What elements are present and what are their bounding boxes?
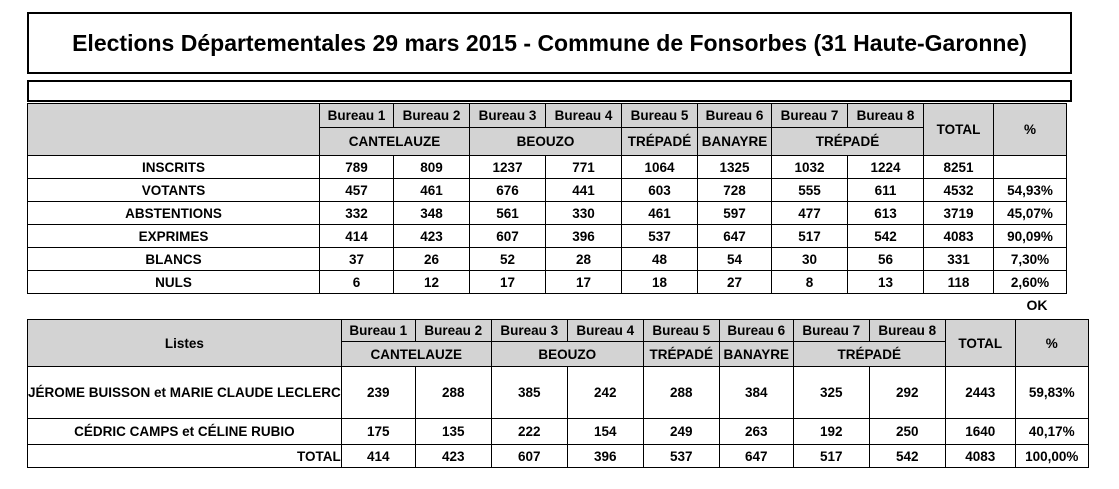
pct-value: 45,07% (994, 202, 1067, 225)
commune-header: TRÉPADÉ (622, 128, 698, 156)
commune-header: BANAYRE (698, 128, 772, 156)
bureau-value: 537 (643, 445, 719, 468)
bureau-value: 461 (394, 179, 470, 202)
bureau-header: Bureau 3 (470, 104, 546, 128)
bureau-value: 517 (793, 445, 869, 468)
total-value: 1640 (945, 419, 1015, 445)
pct-value: 2,60% (994, 271, 1067, 294)
total-value: 4083 (924, 225, 994, 248)
bureau-value: 607 (491, 445, 567, 468)
total-value: 8251 (924, 156, 994, 179)
bureau-value: 242 (567, 367, 643, 419)
total-value: 4083 (945, 445, 1015, 468)
bureau-value: 54 (698, 248, 772, 271)
bureau-value: 12 (394, 271, 470, 294)
bureau-value: 647 (698, 225, 772, 248)
bureau-header: Bureau 6 (719, 320, 793, 342)
bureau-value: 18 (622, 271, 698, 294)
bureau-value: 13 (848, 271, 924, 294)
bureau-value: 37 (320, 248, 394, 271)
bureau-value: 288 (643, 367, 719, 419)
bureau-value: 414 (320, 225, 394, 248)
pct-value: 100,00% (1015, 445, 1088, 468)
commune-header: TRÉPADÉ (793, 342, 945, 367)
commune-header: BEOUZO (491, 342, 643, 367)
bureau-header: Bureau 4 (546, 104, 622, 128)
bureau-value: 8 (772, 271, 848, 294)
pct-value: 59,83% (1015, 367, 1088, 419)
stats-table (27, 103, 1067, 294)
bureau-value: 263 (719, 419, 793, 445)
bureau-value: 613 (848, 202, 924, 225)
bureau-value: 789 (320, 156, 394, 179)
bureau-header: Bureau 4 (567, 320, 643, 342)
bureau-value: 175 (341, 419, 415, 445)
listes-header: Listes (28, 320, 342, 367)
table-row (28, 179, 1067, 202)
table-row (28, 202, 1067, 225)
total-value: 2443 (945, 367, 1015, 419)
row-label: ABSTENTIONS (28, 202, 320, 225)
bureau-value: 6 (320, 271, 394, 294)
row-label: INSCRITS (28, 156, 320, 179)
total-value: 331 (924, 248, 994, 271)
row-label: EXPRIMES (28, 225, 320, 248)
stats-header-empty (28, 104, 320, 156)
bureau-value: 135 (415, 419, 491, 445)
bureau-value: 597 (698, 202, 772, 225)
table-row (28, 225, 1067, 248)
bureau-value: 423 (415, 445, 491, 468)
bureau-value: 603 (622, 179, 698, 202)
row-label: JÉROME BUISSON et MARIE CLAUDE LECLERC (28, 367, 342, 419)
pct-value: 54,93% (994, 179, 1067, 202)
bureau-value: 423 (394, 225, 470, 248)
bureau-header: Bureau 7 (793, 320, 869, 342)
bureau-value: 676 (470, 179, 546, 202)
page-title: Elections Départementales 29 mars 2015 - Commune de Fonsorbes (31 Haute-Garonne) (27, 12, 1072, 74)
pct-value: 7,30% (994, 248, 1067, 271)
bureau-value: 555 (772, 179, 848, 202)
bureau-value: 1325 (698, 156, 772, 179)
bureau-value: 607 (470, 225, 546, 248)
bureau-value: 192 (793, 419, 869, 445)
bureau-header: Bureau 2 (415, 320, 491, 342)
commune-header: BEOUZO (470, 128, 622, 156)
bureau-header: Bureau 1 (320, 104, 394, 128)
total-value: 118 (924, 271, 994, 294)
bureau-header: Bureau 6 (698, 104, 772, 128)
commune-header: TRÉPADÉ (772, 128, 924, 156)
table-row (28, 156, 1067, 179)
bureau-value: 561 (470, 202, 546, 225)
bureau-value: 611 (848, 179, 924, 202)
bureau-value: 647 (719, 445, 793, 468)
bureau-header: Bureau 3 (491, 320, 567, 342)
bureau-value: 239 (341, 367, 415, 419)
total-value: 4532 (924, 179, 994, 202)
bureau-value: 27 (698, 271, 772, 294)
bureau-value: 542 (869, 445, 945, 468)
bureau-value: 1032 (772, 156, 848, 179)
bureau-value: 728 (698, 179, 772, 202)
bureau-header: Bureau 5 (622, 104, 698, 128)
bureau-value: 52 (470, 248, 546, 271)
bureau-value: 517 (772, 225, 848, 248)
bureau-value: 1237 (470, 156, 546, 179)
bureau-value: 325 (793, 367, 869, 419)
table-row (28, 271, 1067, 294)
bureau-value: 17 (546, 271, 622, 294)
bureau-value: 26 (394, 248, 470, 271)
ok-check: OK (1026, 297, 1048, 313)
bureau-value: 249 (643, 419, 719, 445)
bureau-value: 477 (772, 202, 848, 225)
row-label: BLANCS (28, 248, 320, 271)
bureau-value: 30 (772, 248, 848, 271)
bureau-value: 250 (869, 419, 945, 445)
bureau-value: 771 (546, 156, 622, 179)
table-row (28, 445, 1089, 468)
bureau-value: 396 (567, 445, 643, 468)
bureau-value: 292 (869, 367, 945, 419)
row-label: VOTANTS (28, 179, 320, 202)
bureau-value: 396 (546, 225, 622, 248)
pct-value: 40,17% (1015, 419, 1088, 445)
bureau-value: 48 (622, 248, 698, 271)
bureau-header: Bureau 8 (869, 320, 945, 342)
bureau-value: 809 (394, 156, 470, 179)
pct-header: % (1015, 320, 1088, 367)
bureau-value: 332 (320, 202, 394, 225)
bureau-value: 537 (622, 225, 698, 248)
bureau-value: 17 (470, 271, 546, 294)
commune-header: BANAYRE (719, 342, 793, 367)
bureau-value: 154 (567, 419, 643, 445)
bureau-header: Bureau 1 (341, 320, 415, 342)
total-header: TOTAL (945, 320, 1015, 367)
bureau-value: 56 (848, 248, 924, 271)
total-value: 3719 (924, 202, 994, 225)
bureau-header: Bureau 7 (772, 104, 848, 128)
bureau-value: 222 (491, 419, 567, 445)
table-row (28, 367, 1089, 419)
bureau-value: 348 (394, 202, 470, 225)
bureau-value: 384 (719, 367, 793, 419)
bureau-value: 330 (546, 202, 622, 225)
table-row (28, 419, 1089, 445)
row-label: NULS (28, 271, 320, 294)
bureau-value: 461 (622, 202, 698, 225)
bureau-value: 288 (415, 367, 491, 419)
bureau-value: 385 (491, 367, 567, 419)
bureau-value: 457 (320, 179, 394, 202)
commune-header: CANTELAUZE (320, 128, 470, 156)
bureau-value: 1224 (848, 156, 924, 179)
table-row (28, 248, 1067, 271)
bureau-header: Bureau 2 (394, 104, 470, 128)
bureau-value: 414 (341, 445, 415, 468)
pct-header: % (994, 104, 1067, 156)
pct-value (994, 156, 1067, 179)
bureau-header: Bureau 8 (848, 104, 924, 128)
pct-value: 90,09% (994, 225, 1067, 248)
bureau-value: 28 (546, 248, 622, 271)
spacer-row (27, 80, 1072, 102)
commune-header: CANTELAUZE (341, 342, 491, 367)
bureau-value: 1064 (622, 156, 698, 179)
total-header: TOTAL (924, 104, 994, 156)
bureau-value: 441 (546, 179, 622, 202)
lists-table (27, 319, 1089, 468)
bureau-value: 542 (848, 225, 924, 248)
row-label: TOTAL (28, 445, 342, 468)
commune-header: TRÉPADÉ (643, 342, 719, 367)
bureau-header: Bureau 5 (643, 320, 719, 342)
row-label: CÉDRIC CAMPS et CÉLINE RUBIO (28, 419, 342, 445)
